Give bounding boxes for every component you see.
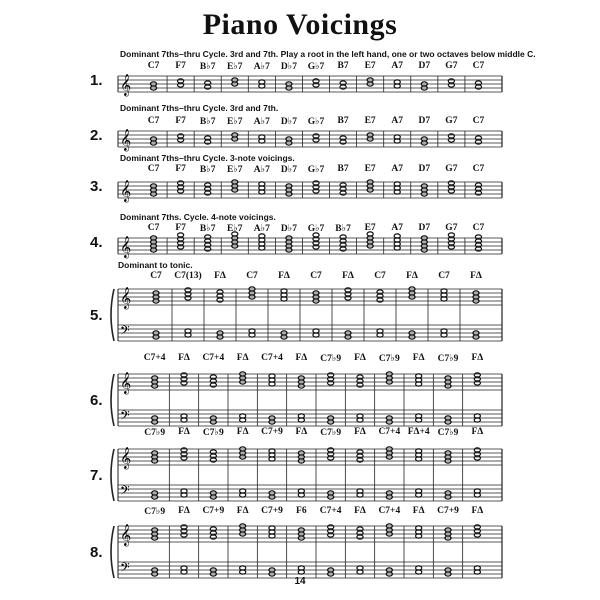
chord-symbol: B♭7 bbox=[199, 117, 216, 127]
chord-symbol: B♭7 bbox=[199, 165, 216, 175]
chord-symbol: A7 bbox=[391, 116, 404, 126]
example-number: 7. bbox=[90, 467, 103, 484]
chord-symbol: G♭7 bbox=[307, 117, 325, 127]
brace bbox=[111, 526, 114, 578]
chord-symbol: D♭7 bbox=[280, 165, 297, 175]
brace bbox=[111, 374, 114, 426]
chord-symbol: FΔ bbox=[178, 506, 190, 516]
treble-clef-icon: 𝄞 bbox=[120, 236, 132, 258]
chord-symbol: D♭7 bbox=[280, 224, 297, 234]
chord-symbol: C7 bbox=[246, 271, 258, 281]
chord-symbol: FΔ bbox=[354, 427, 366, 437]
chord-symbol: D7 bbox=[418, 61, 431, 71]
chord-symbol: C7+4 bbox=[378, 427, 401, 437]
chord-symbol: C7♭9 bbox=[320, 354, 342, 364]
chord-symbol: FΔ bbox=[470, 271, 482, 281]
chord-symbol: C7+9 bbox=[261, 506, 283, 516]
chord-symbol: C7(13) bbox=[174, 271, 202, 281]
chord-symbol: A♭7 bbox=[253, 62, 270, 72]
chord-symbol: D7 bbox=[418, 164, 431, 174]
chord-symbol: C7+4 bbox=[319, 506, 342, 516]
chord-symbol: FΔ bbox=[295, 427, 308, 437]
chord-symbol: C7 bbox=[472, 61, 485, 71]
chord-symbol: C7 bbox=[472, 223, 485, 233]
bass-clef-icon: 𝄢 bbox=[120, 323, 130, 341]
chord-symbol: C7♭9 bbox=[144, 428, 166, 438]
chord-symbol: G7 bbox=[445, 61, 458, 71]
example-caption: Dominant to tonic. bbox=[118, 260, 193, 270]
treble-clef-icon: 𝄞 bbox=[120, 129, 132, 151]
example-number: 6. bbox=[90, 392, 103, 409]
chord-symbol: B♭7 bbox=[335, 224, 351, 234]
chord-symbol: D7 bbox=[418, 116, 431, 126]
chord-symbol: FΔ bbox=[295, 353, 308, 363]
chord-symbol: FΔ bbox=[236, 427, 249, 437]
chord-symbol: B7 bbox=[337, 61, 349, 71]
chord-symbol: A7 bbox=[391, 223, 404, 233]
brace bbox=[111, 289, 114, 341]
chord-symbol: A♭7 bbox=[253, 224, 270, 234]
chord-symbol: C7+4 bbox=[143, 353, 166, 363]
chord-symbol: D7 bbox=[418, 223, 431, 233]
chord-symbol: F6 bbox=[296, 506, 307, 516]
chord-symbol: A7 bbox=[391, 61, 404, 71]
chord-symbol: G♭7 bbox=[307, 165, 325, 175]
chord-symbol: C7 bbox=[374, 271, 386, 281]
chord-symbol: E7 bbox=[364, 164, 376, 174]
bass-clef-icon: 𝄢 bbox=[120, 483, 130, 501]
chord-symbol: C7♭9 bbox=[144, 507, 166, 517]
treble-clef-icon: 𝄞 bbox=[120, 180, 132, 202]
chord-symbol: FΔ bbox=[178, 353, 190, 363]
chord-symbol: C7+9 bbox=[261, 427, 283, 437]
chord-symbol: E7 bbox=[364, 116, 376, 126]
example-number: 2. bbox=[90, 127, 103, 144]
page-title: Piano Voicings bbox=[202, 8, 398, 41]
chord-symbol: C7+9 bbox=[437, 506, 459, 516]
chord-symbol: C7 bbox=[310, 271, 322, 281]
chord-symbol: E7 bbox=[364, 61, 376, 71]
chord-symbol: FΔ bbox=[471, 427, 484, 437]
chord-symbol: C7 bbox=[147, 116, 160, 126]
chord-symbol: C7♭9 bbox=[202, 428, 224, 438]
chord-symbol: G♭7 bbox=[307, 62, 325, 72]
page-number: 14 bbox=[294, 576, 306, 587]
chord-symbol: C7 bbox=[147, 164, 160, 174]
example-caption: Dominant 7ths–thru Cycle. 3-note voicings. bbox=[120, 153, 295, 163]
chord-symbol: F7 bbox=[175, 116, 186, 126]
chord-symbol: F7 bbox=[175, 61, 186, 71]
chord-symbol: FΔ bbox=[278, 271, 290, 281]
chord-symbol: A7 bbox=[391, 164, 404, 174]
chord-symbol: B♭7 bbox=[199, 62, 216, 72]
example-number: 8. bbox=[90, 544, 103, 561]
chord-symbol: C7 bbox=[438, 271, 450, 281]
chord-symbol: FΔ bbox=[178, 427, 190, 437]
example-number: 4. bbox=[90, 234, 103, 251]
chord-symbol: FΔ bbox=[412, 353, 425, 363]
chord-symbol: FΔ+4 bbox=[407, 427, 430, 437]
bass-clef-icon: 𝄢 bbox=[120, 560, 130, 578]
chord-symbol: G7 bbox=[445, 116, 458, 126]
chord-symbol: FΔ bbox=[354, 353, 366, 363]
chord-symbol: FΔ bbox=[412, 506, 425, 516]
example-number: 3. bbox=[90, 178, 103, 195]
chord-symbol: C7♭9 bbox=[378, 354, 400, 364]
chord-symbol: E♭7 bbox=[226, 117, 243, 127]
chord-symbol: FΔ bbox=[471, 506, 484, 516]
chord-symbol: FΔ bbox=[236, 506, 249, 516]
chord-symbol: FΔ bbox=[471, 353, 484, 363]
chord-symbol: G7 bbox=[445, 223, 458, 233]
chord-symbol: FΔ bbox=[354, 506, 366, 516]
chord-symbol: E7 bbox=[364, 223, 376, 233]
chord-symbol: C7 bbox=[147, 61, 160, 71]
chord-symbol: C7 bbox=[472, 116, 485, 126]
example-caption: Dominant 7ths–thru Cycle. 3rd and 7th. bbox=[120, 103, 279, 113]
treble-clef-icon: 𝄞 bbox=[120, 524, 132, 546]
chord-symbol: C7 bbox=[150, 271, 162, 281]
chord-symbol: B♭7 bbox=[199, 224, 216, 234]
chord-symbol: A♭7 bbox=[253, 117, 270, 127]
chord-symbol: G♭7 bbox=[307, 224, 325, 234]
chord-symbol: FΔ bbox=[214, 271, 226, 281]
chord-symbol: D♭7 bbox=[280, 117, 297, 127]
example-caption: Dominant 7ths–thru Cycle. 3rd and 7th. Play a root in the left hand, one or two octaves below middle C. bbox=[120, 49, 536, 59]
chord-symbol: D♭7 bbox=[280, 62, 297, 72]
example-number: 5. bbox=[90, 307, 103, 324]
chord-symbol: C7♭9 bbox=[437, 354, 459, 364]
chord-symbol: F7 bbox=[175, 164, 186, 174]
chord-symbol: A♭7 bbox=[253, 165, 270, 175]
chord-symbol: C7+4 bbox=[378, 506, 401, 516]
chord-symbol: FΔ bbox=[236, 353, 249, 363]
chord-symbol: G7 bbox=[445, 164, 458, 174]
chord-symbol: B7 bbox=[337, 116, 349, 126]
bass-clef-icon: 𝄢 bbox=[120, 408, 130, 426]
example-caption: Dominant 7ths. Cycle. 4-note voicings. bbox=[120, 212, 276, 222]
chord-symbol: E♭7 bbox=[226, 62, 243, 72]
chord-symbol: F7 bbox=[175, 223, 186, 233]
chord-symbol: FΔ bbox=[406, 271, 418, 281]
chord-symbol: E♭7 bbox=[226, 224, 243, 234]
chord-symbol: E♭7 bbox=[226, 165, 243, 175]
chord-symbol: C7 bbox=[472, 164, 485, 174]
chord-symbol: C7+4 bbox=[202, 353, 225, 363]
chord-symbol: B7 bbox=[337, 164, 349, 174]
treble-clef-icon: 𝄞 bbox=[120, 447, 132, 469]
example-number: 1. bbox=[90, 72, 103, 89]
treble-clef-icon: 𝄞 bbox=[120, 372, 132, 394]
chord-symbol: FΔ bbox=[342, 271, 354, 281]
chord-symbol: C7+4 bbox=[261, 353, 283, 363]
chord-symbol: C7♭9 bbox=[437, 428, 459, 438]
treble-clef-icon: 𝄞 bbox=[120, 74, 132, 96]
chord-symbol: C7+9 bbox=[202, 506, 225, 516]
chord-symbol: C7♭9 bbox=[320, 428, 342, 438]
chord-symbol: C7 bbox=[147, 223, 160, 233]
brace bbox=[111, 449, 114, 501]
treble-clef-icon: 𝄞 bbox=[120, 287, 132, 309]
